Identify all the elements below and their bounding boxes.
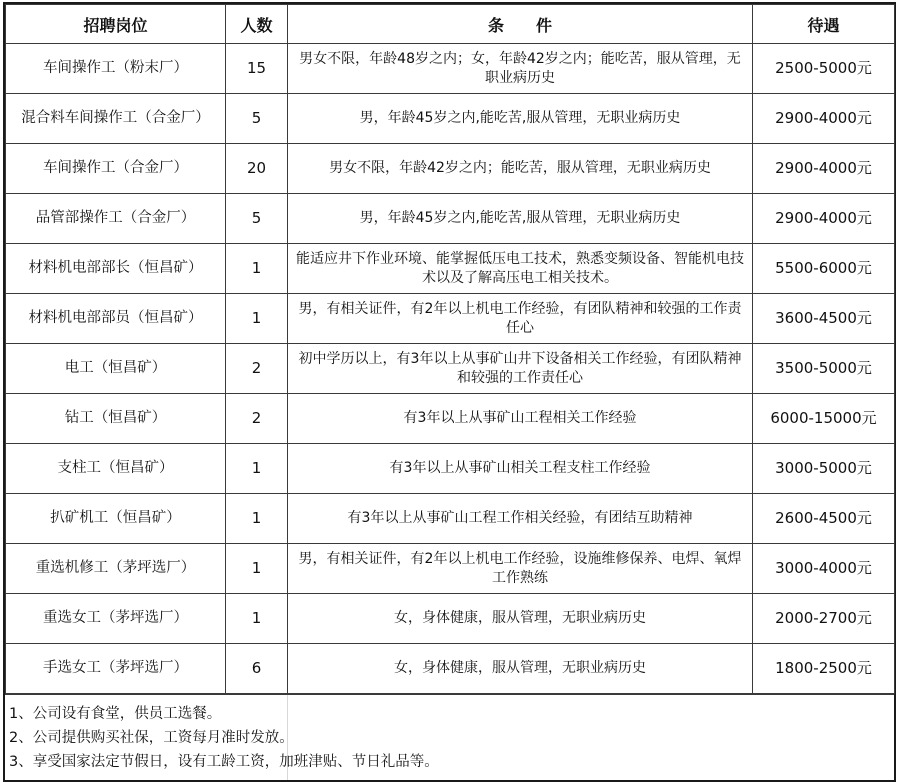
table-row xyxy=(6,44,895,94)
cell-position: 品管部操作工（合金厂） xyxy=(6,194,226,244)
table-row xyxy=(6,594,895,644)
cell-conditions: 女，身体健康，服从管理，无职业病历史 xyxy=(288,644,753,694)
recruitment-table xyxy=(5,4,895,694)
note-line: 1、公司设有食堂，供员工选餐。 xyxy=(9,706,222,722)
cell-salary: 3000-4000元 xyxy=(753,544,895,594)
cell-conditions: 有3年以上从事矿山工程工作相关经验，有团结互助精神 xyxy=(288,494,753,544)
header-row xyxy=(6,5,895,44)
table-row xyxy=(6,444,895,494)
cell-salary: 3500-5000元 xyxy=(753,344,895,394)
cell-salary: 3000-5000元 xyxy=(753,444,895,494)
cell-salary: 2000-2700元 xyxy=(753,594,895,644)
cell-count: 1 xyxy=(226,494,288,544)
cell-conditions: 有3年以上从事矿山工程相关工作经验 xyxy=(288,394,753,444)
header-count: 人数 xyxy=(226,5,288,44)
cell-conditions: 男，有相关证件，有2年以上机电工作经验，设施维修保养、电焊、氧焊工作熟练 xyxy=(288,544,753,594)
cell-count: 5 xyxy=(226,194,288,244)
cell-count: 5 xyxy=(226,94,288,144)
cell-count: 2 xyxy=(226,394,288,444)
cell-salary: 2900-4000元 xyxy=(753,144,895,194)
cell-count: 1 xyxy=(226,544,288,594)
table-row xyxy=(6,544,895,594)
cell-count: 6 xyxy=(226,644,288,694)
cell-conditions: 男女不限，年龄48岁之内；女，年龄42岁之内；能吃苦，服从管理，无职业病历史 xyxy=(288,44,753,94)
table-row xyxy=(6,494,895,544)
cell-position: 混合料车间操作工（合金厂） xyxy=(6,94,226,144)
recruitment-sheet xyxy=(3,2,896,782)
table-row xyxy=(6,194,895,244)
cell-count: 1 xyxy=(226,594,288,644)
cell-salary: 3600-4500元 xyxy=(753,294,895,344)
cell-salary: 2500-5000元 xyxy=(753,44,895,94)
cell-conditions: 男，年龄45岁之内,能吃苦,服从管理，无职业病历史 xyxy=(288,94,753,144)
cell-position: 材料机电部部长（恒昌矿） xyxy=(6,244,226,294)
table-row xyxy=(6,644,895,694)
cell-conditions: 男，年龄45岁之内,能吃苦,服从管理，无职业病历史 xyxy=(288,194,753,244)
cell-salary: 5500-6000元 xyxy=(753,244,895,294)
cell-position: 手选女工（茅坪选厂） xyxy=(6,644,226,694)
cell-salary: 2900-4000元 xyxy=(753,194,895,244)
table-row xyxy=(6,294,895,344)
cell-position: 重选女工（茅坪选厂） xyxy=(6,594,226,644)
table-row xyxy=(6,244,895,294)
cell-position: 电工（恒昌矿） xyxy=(6,344,226,394)
cell-count: 1 xyxy=(226,444,288,494)
cell-salary: 6000-15000元 xyxy=(753,394,895,444)
cell-count: 1 xyxy=(226,294,288,344)
cell-position: 重选机修工（茅坪选厂） xyxy=(6,544,226,594)
note-line: 2、公司提供购买社保，工资每月准时发放。 xyxy=(9,730,294,746)
cell-salary: 2900-4000元 xyxy=(753,94,895,144)
note-line: 3、享受国家法定节假日，设有工龄工资，加班津贴、节日礼品等。 xyxy=(9,754,439,770)
table-row xyxy=(6,144,895,194)
cell-position: 材料机电部部员（恒昌矿） xyxy=(6,294,226,344)
cell-count: 15 xyxy=(226,44,288,94)
header-salary: 待遇 xyxy=(753,5,895,44)
table-row xyxy=(6,394,895,444)
cell-count: 1 xyxy=(226,244,288,294)
cell-count: 20 xyxy=(226,144,288,194)
cell-position: 支柱工（恒昌矿） xyxy=(6,444,226,494)
cell-conditions: 男，有相关证件，有2年以上机电工作经验，有团队精神和较强的工作责任心 xyxy=(288,294,753,344)
cell-conditions: 初中学历以上，有3年以上从事矿山井下设备相关工作经验，有团队精神和较强的工作责任心 xyxy=(288,344,753,394)
header-position: 招聘岗位 xyxy=(6,5,226,44)
cell-position: 钻工（恒昌矿） xyxy=(6,394,226,444)
cell-position: 扒矿机工（恒昌矿） xyxy=(6,494,226,544)
cell-conditions: 能适应井下作业环境、能掌握低压电工技术，熟悉变频设备、智能机电技术以及了解高压电工相关技术。 xyxy=(288,244,753,294)
cell-conditions: 有3年以上从事矿山相关工程支柱工作经验 xyxy=(288,444,753,494)
benefits-notes xyxy=(5,694,894,780)
cell-count: 2 xyxy=(226,344,288,394)
cell-salary: 1800-2500元 xyxy=(753,644,895,694)
cell-position: 车间操作工（粉末厂） xyxy=(6,44,226,94)
table-row xyxy=(6,94,895,144)
cell-salary: 2600-4500元 xyxy=(753,494,895,544)
cell-conditions: 男女不限，年龄42岁之内；能吃苦，服从管理，无职业病历史 xyxy=(288,144,753,194)
cell-position: 车间操作工（合金厂） xyxy=(6,144,226,194)
table-row xyxy=(6,344,895,394)
cell-conditions: 女，身体健康，服从管理，无职业病历史 xyxy=(288,594,753,644)
header-conditions: 条 件 xyxy=(288,5,753,44)
